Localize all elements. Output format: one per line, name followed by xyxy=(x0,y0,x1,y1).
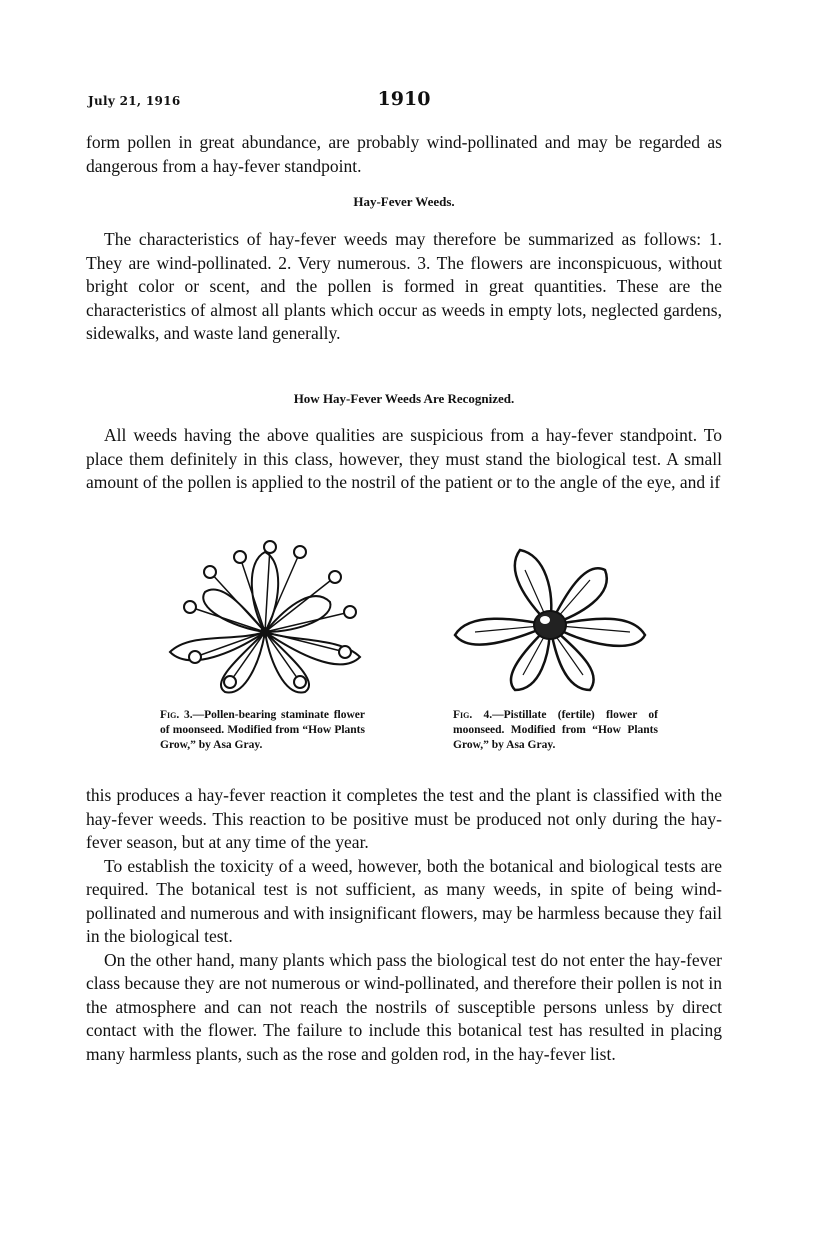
continuation-paragraph-1: this produces a hay-fever reaction it completes the test and the plant is classified with the hay-fever weeds. This reaction to be positive must be produced not only during the hay-fever season, but at any time of the year. xyxy=(86,785,722,852)
continuation-paragraph-2: To establish the toxicity of a weed, however, both the botanical and biological tests are required. The botanical test is not sufficient, as many weeds, in spite of being wind-pollinated and numerous and with insignificant flowers, may be harmless because they fail in the biological test. xyxy=(86,855,722,946)
section2-paragraph: All weeds having the above qualities are suspicious from a hay-fever standpoint. To place them definitely in this class, however, they must stand the biological test. A small amount of the pollen is applied to the nostril of the patient or to the angle of the eye, and if xyxy=(86,425,722,492)
staminate-flower-illustration xyxy=(150,532,380,702)
section1-paragraph: The characteristics of hay-fever weeds may therefore be summarized as follows: 1. They are wind-pollinated. 2. Very numerous. 3. The flowers are inconspicuous, without bright color or scent, and the pollen is formed in great quantities. These are the characteristics of almost all plants which occur as weeds in empty lots, neglected gardens, sidewalks, and waste land generally. xyxy=(86,229,722,343)
page-number: 1910 xyxy=(377,88,431,110)
figure-4 xyxy=(445,540,665,753)
figure-4-caption-text: —Pistillate (fertile) flower of moonseed. Modified from “How Plants Grow,” by Asa Gray. xyxy=(453,709,658,751)
section2-body xyxy=(86,424,722,495)
figure-3-caption-text: —Pollen-bearing staminate flower of moonseed. Modified from “How Plants Grow,” by Asa Gray. xyxy=(160,709,365,751)
issue-date: July 21, 1916 xyxy=(88,94,181,108)
section-heading-hay-fever-weeds: Hay-Fever Weeds. xyxy=(353,194,455,209)
figure-4-label: Fig. 4. xyxy=(453,709,493,721)
pistillate-flower-illustration xyxy=(445,540,665,700)
section-heading-recognized: How Hay-Fever Weeds Are Recognized. xyxy=(293,391,515,406)
figure-3 xyxy=(150,532,380,753)
continuation-paragraph-3: On the other hand, many plants which pass the biological test do not enter the hay-fever class because they are not numerous or wind-pollinated, and therefore their pollen is not in the atmosphere and can not reach the nostrils of susceptible persons unless by direct contact with the flower. The failure to include this botanical test has resulted in placing many harmless plants, such as the rose and golden rod, in the hay-fever list. xyxy=(86,949,722,1064)
figure-3-label: Fig. 3. xyxy=(160,709,193,721)
figure-4-caption xyxy=(453,708,658,753)
intro-text xyxy=(86,131,722,178)
intro-paragraph: form pollen in great abundance, are probably wind-pollinated and may be regarded as dangerous from a hay-fever standpoint. xyxy=(86,132,722,176)
page-header xyxy=(86,88,722,118)
section1-body xyxy=(86,228,722,346)
continuation-body xyxy=(86,784,722,1066)
figure-3-caption xyxy=(160,708,365,753)
